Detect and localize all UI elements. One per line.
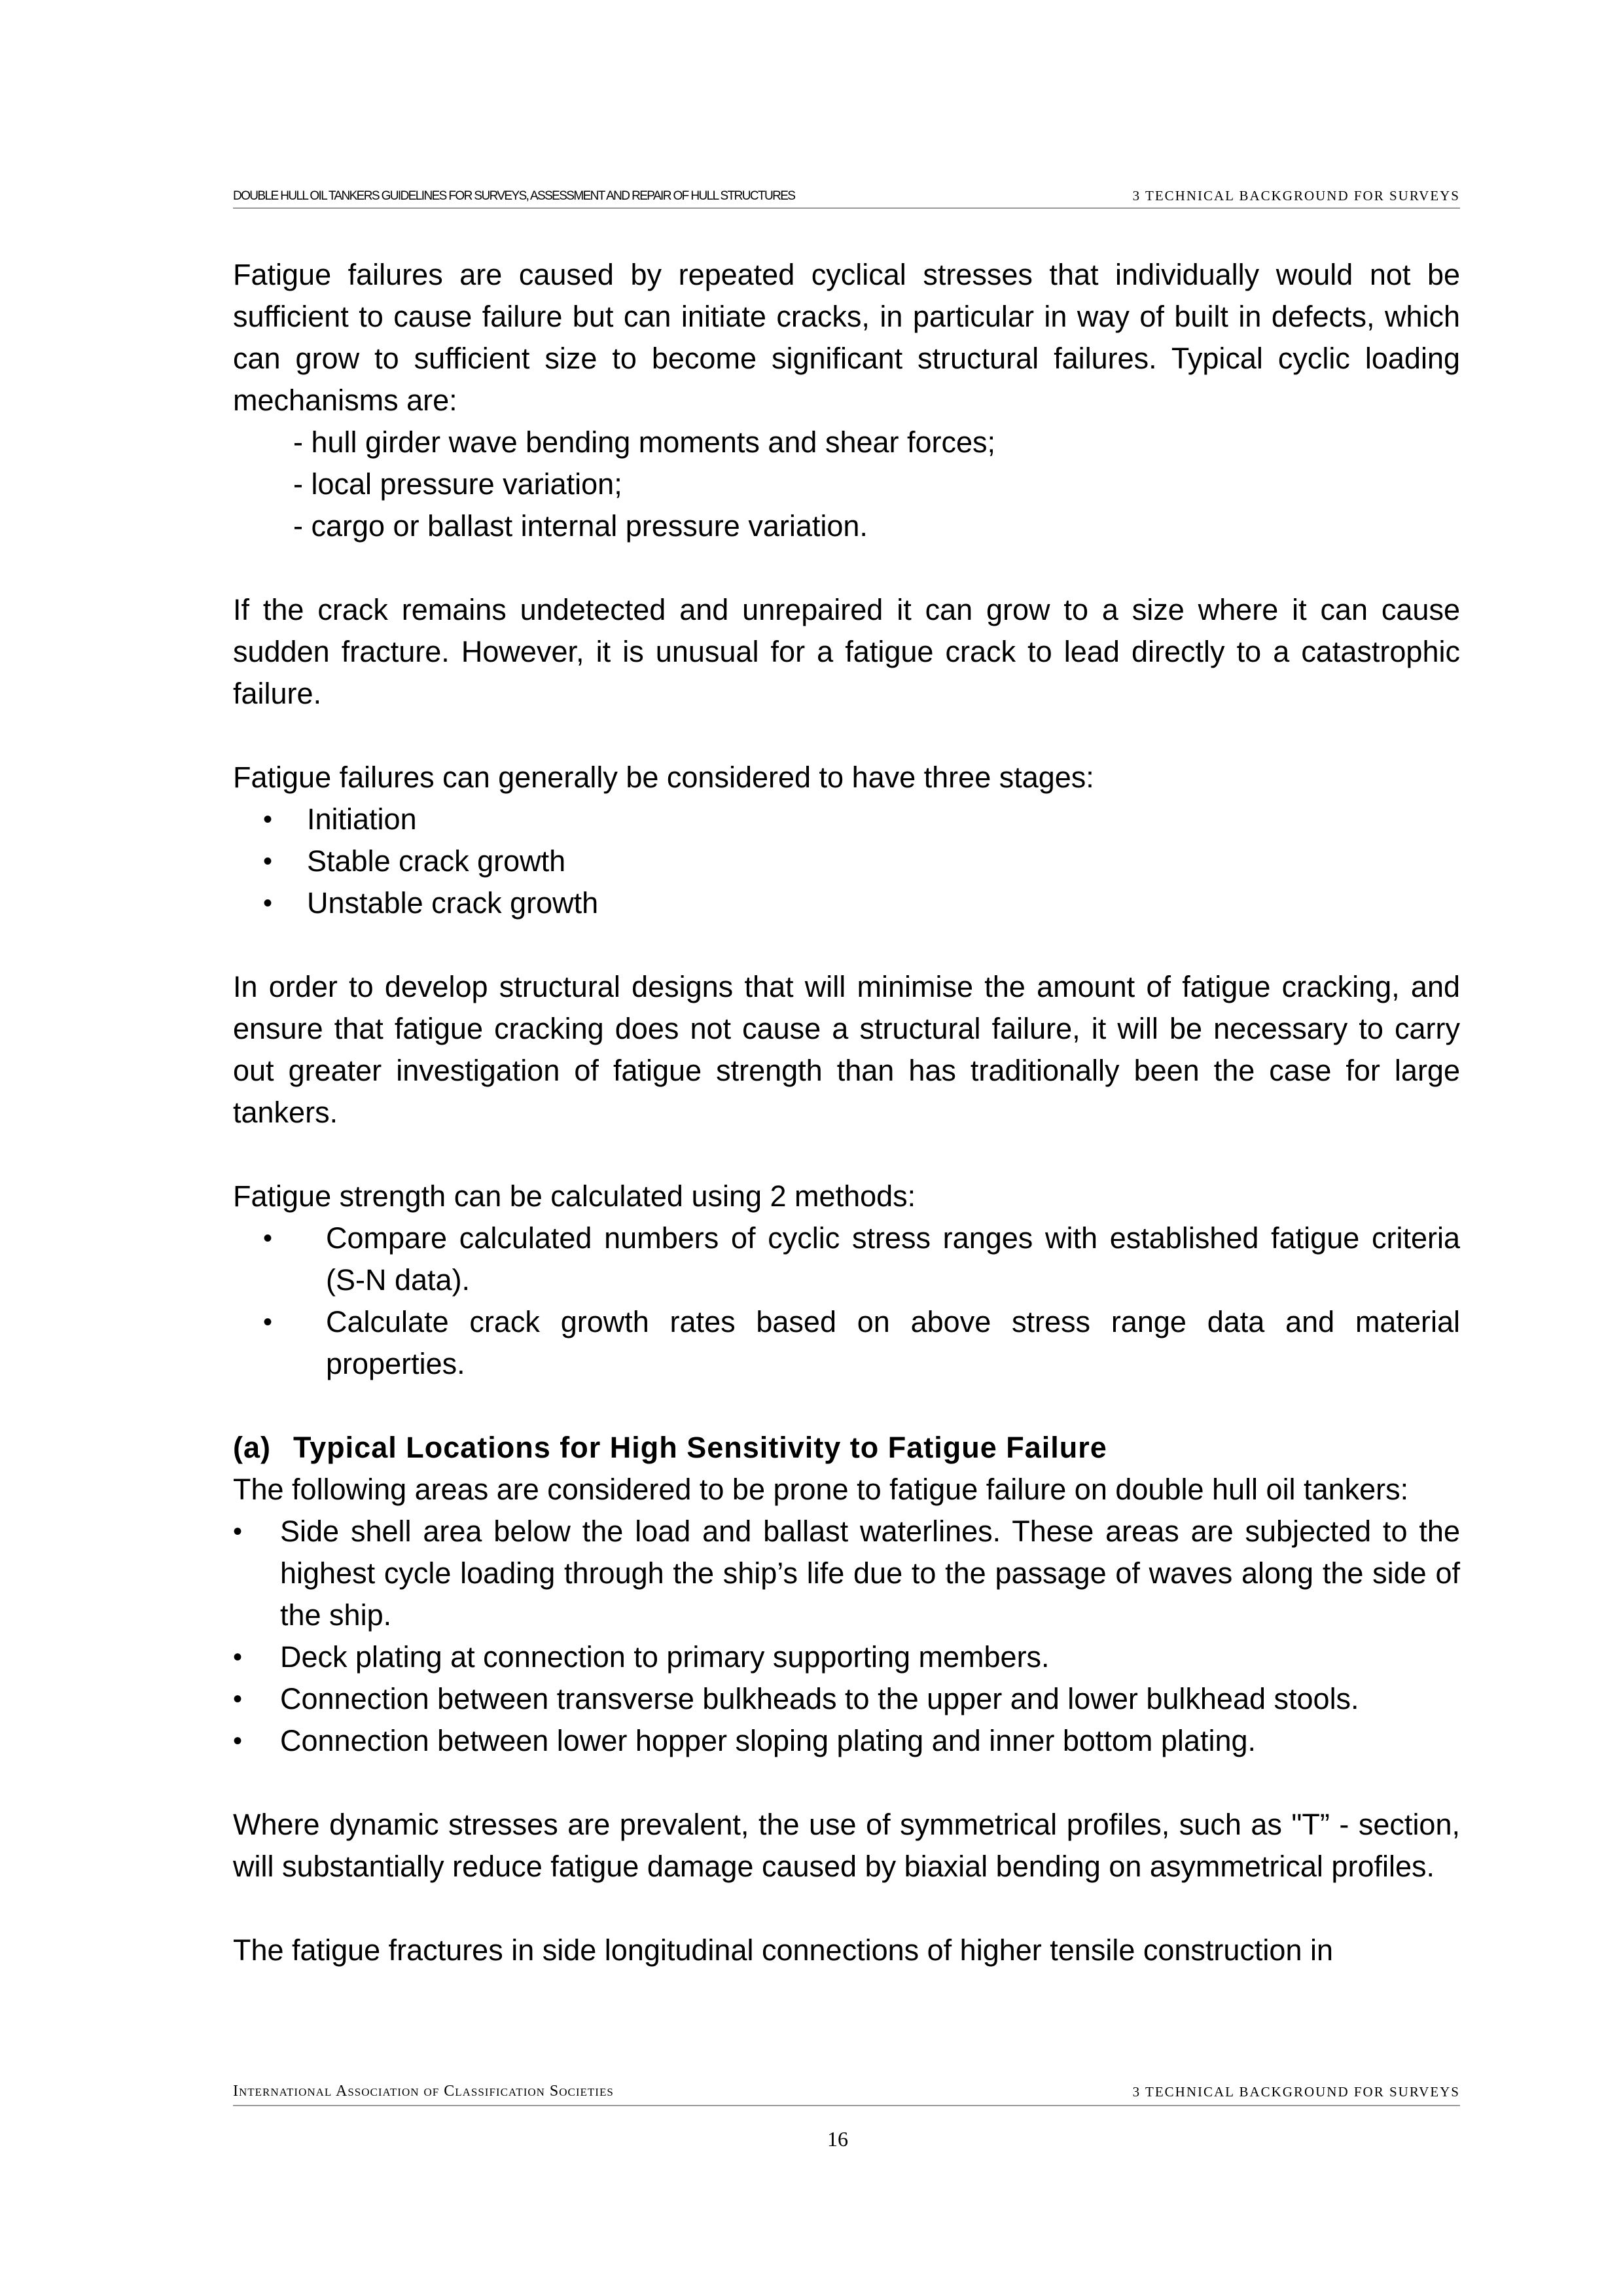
page-footer (233, 2083, 1460, 2126)
list-item: • Side shell area below the load and ballast waterlines. These areas are subjected to the highest cycle loading through the ship’s life due to the passage of waves along the side of the ship. (233, 1511, 1460, 1636)
bullet-icon: • (233, 1643, 243, 1672)
list-item: • Connection between transverse bulkheads to the upper and lower bulkhead stools. (233, 1678, 1460, 1720)
mechanism-item: - cargo or ballast internal pressure variation. (293, 509, 868, 543)
bullet-icon: • (263, 847, 273, 876)
bullet-icon: • (263, 1224, 273, 1253)
list-item: • Deck plating at connection to primary supporting members. (233, 1636, 1460, 1678)
mechanism-item: - local pressure variation; (293, 467, 622, 501)
section-heading-text: Typical Locations for High Sensitivity to Fatigue Failure (293, 1431, 1107, 1464)
footer-organisation: International Association of Classification Societies (233, 2083, 614, 2100)
header-document-title: DOUBLE HULL OIL TANKERS GUIDELINES FOR SURVEYS, ASSESSMENT AND REPAIR OF HULL STRUCTURES (233, 189, 795, 203)
paragraph-structural-designs: In order to develop structural designs that will minimise the amount of fatigue cracking, and ensure that fatigue cracking does not cause a structural failure, it will be necessary to carry out greater investigation of fatigue strength than has traditionally been the case for large tankers. (233, 970, 1460, 1129)
areas-list (233, 1511, 1460, 1762)
list-item: • Compare calculated numbers of cyclic stress ranges with established fatigue criteria (S-N data). (233, 1217, 1460, 1301)
bullet-icon: • (263, 889, 273, 918)
paragraph-three-stages: Fatigue failures can generally be considered to have three stages: (233, 761, 1094, 794)
paragraph-symmetrical-profiles: Where dynamic stresses are prevalent, the use of symmetrical profiles, such as "T” - section, will substantially reduce fatigue damage caused by biaxial bending on asymmetrical profiles. (233, 1808, 1460, 1883)
list-item: • Connection between lower hopper sloping plating and inner bottom plating. (233, 1720, 1460, 1762)
list-item: • Initiation (233, 798, 1460, 840)
page-body (233, 254, 1460, 1971)
bullet-icon: • (233, 1517, 243, 1546)
paragraph-prone-areas: The following areas are considered to be prone to fatigue failure on double hull oil tankers: (233, 1473, 1409, 1506)
bullet-icon: • (233, 1685, 243, 1713)
paragraph-fatigue-methods: Fatigue strength can be calculated using 2 methods: (233, 1179, 916, 1213)
bullet-icon: • (233, 1727, 243, 1755)
methods-list (233, 1217, 1460, 1385)
page-header (233, 188, 1460, 209)
mechanism-item: - hull girder wave bending moments and shear forces; (293, 425, 996, 459)
section-heading (233, 1427, 1460, 1469)
bullet-icon: • (263, 1308, 273, 1336)
paragraph-fatigue-fractures: The fatigue fractures in side longitudinal connections of higher tensile construction in (233, 1933, 1333, 1967)
header-section-title: 3 TECHNICAL BACKGROUND FOR SURVEYS (1132, 188, 1460, 204)
stages-list (233, 798, 1460, 924)
paragraph-fatigue-causes: Fatigue failures are caused by repeated cyclical stresses that individually would not be sufficient to cause failure but can initiate cracks, in particular in way of built in defects, which can grow to sufficient size to become significant structural failures. Typical cyclic loading mechanisms are: (233, 258, 1460, 417)
list-item: • Unstable crack growth (233, 882, 1460, 924)
paragraph-undetected-crack: If the crack remains undetected and unrepaired it can grow to a size where it can cause sudden fracture. However, it is unusual for a fatigue crack to lead directly to a catastrophic failure. (233, 593, 1460, 710)
list-item: • Stable crack growth (233, 840, 1460, 882)
footer-section-title: 3 TECHNICAL BACKGROUND FOR SURVEYS (1132, 2084, 1460, 2100)
section-heading-label: (a) (233, 1431, 271, 1464)
list-item: • Calculate crack growth rates based on above stress range data and material properties. (233, 1301, 1460, 1385)
bullet-icon: • (263, 805, 273, 834)
page-number: 16 (827, 2127, 848, 2151)
